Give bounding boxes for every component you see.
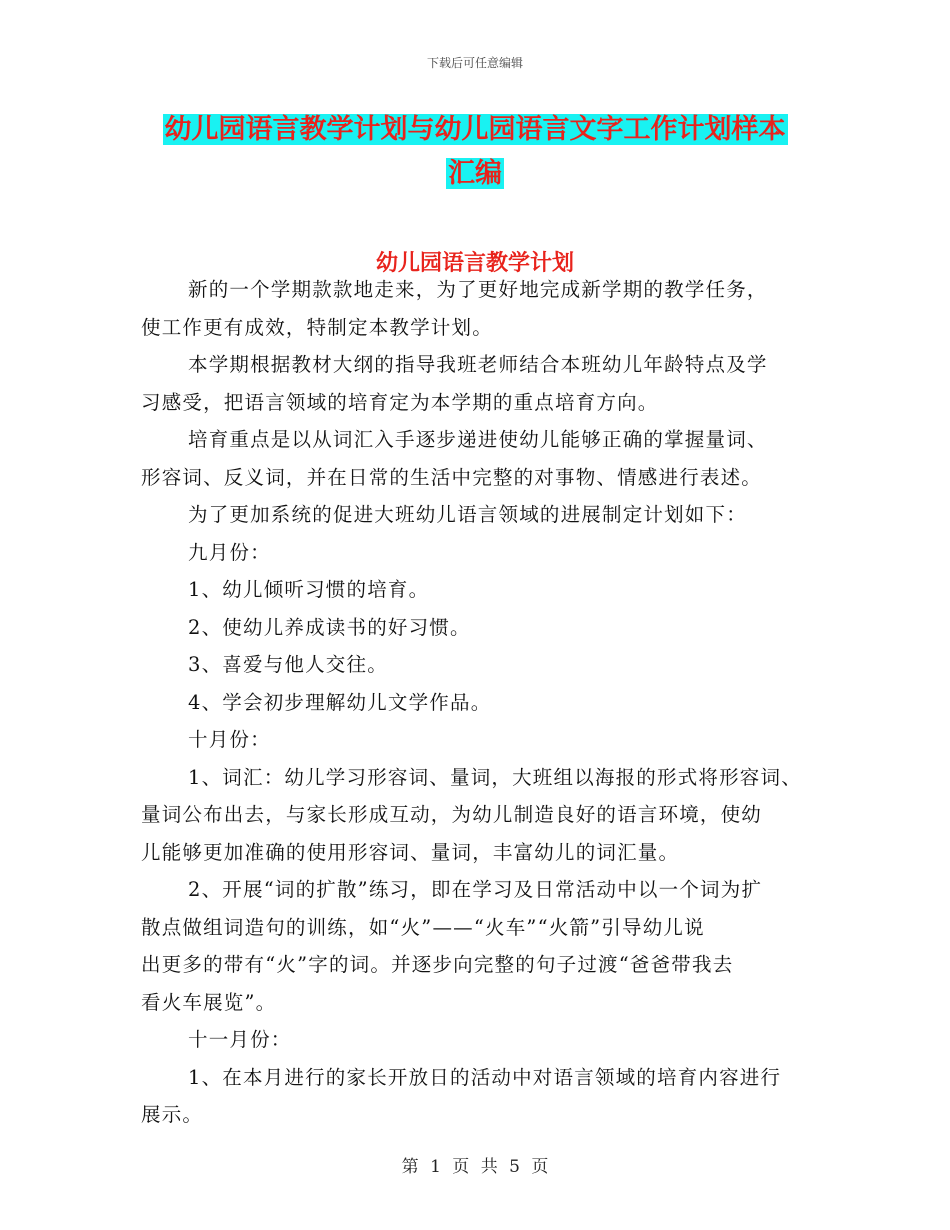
text-line: 为了更加系统的促进大班幼儿语言领域的进展制定计划如下： [188,503,747,526]
document-title-line-1: 幼儿园语言教学计划与幼儿园语言文字工作计划样本 [164,114,786,145]
text-line: 4、学会初步理解幼儿文学作品。 [188,690,492,714]
text-line: 2、使幼儿养成读书的好习惯。 [188,615,471,639]
text-line: 出更多的带有“火”字的词。并逐步向完整的句子过渡“爸爸带我去 [141,953,734,976]
section-title: 幼儿园语言教学计划 [375,251,574,276]
text-line: 1、词汇：幼儿学习形容词、量词，大班组以海报的形式将形容词、 [188,765,802,789]
document-title-line-2: 汇编 [448,158,502,189]
text-line: 看火车展览”。 [141,990,277,1014]
text-line: 十月份： [188,728,271,751]
text-line: 1、在本月进行的家长开放日的活动中对语言领域的培育内容进行 [188,1065,782,1089]
text-line: 展示。 [141,1103,204,1126]
text-line: 九月份： [188,540,271,564]
text-line: 2、开展“词的扩散”练习，即在学习及日常活动中以一个词为扩 [188,878,763,901]
text-line: 形容词、反义词，并在日常的生活中完整的对事物、情感进行表述。 [141,465,763,489]
text-line: 散点做组词造句的训练，如“火”——“火车”“火箭”引导幼儿说 [141,915,705,939]
text-line: 新的一个学期款款地走来，为了更好地完成新学期的教学任务， [188,278,768,301]
text-line: 量词公布出去，与家长形成互动，为幼儿制造良好的语言环境，使幼 [141,803,763,826]
text-line: 3、喜爱与他人交往。 [188,653,388,676]
text-line: 习感受，把语言领域的培育定为本学期的重点培育方向。 [141,390,659,414]
text-line: 本学期根据教材大纲的指导我班老师结合本班幼儿年龄特点及学 [188,353,768,376]
page-footer: 第 1 页 共 5 页 [401,1157,549,1177]
text-line: 使工作更有成效，特制定本教学计划。 [141,315,493,339]
body-text [141,271,813,1134]
header-note: 下载后可任意编辑 [426,56,523,70]
text-line: 十一月份： [188,1028,292,1051]
text-line: 儿能够更加准确的使用形容词、量词，丰富幼儿的词汇量。 [141,840,680,864]
text-line: 培育重点是以从词汇入手逐步递进使幼儿能够正确的掌握量词、 [188,428,768,451]
text-line: 1、幼儿倾听习惯的培育。 [188,578,430,601]
